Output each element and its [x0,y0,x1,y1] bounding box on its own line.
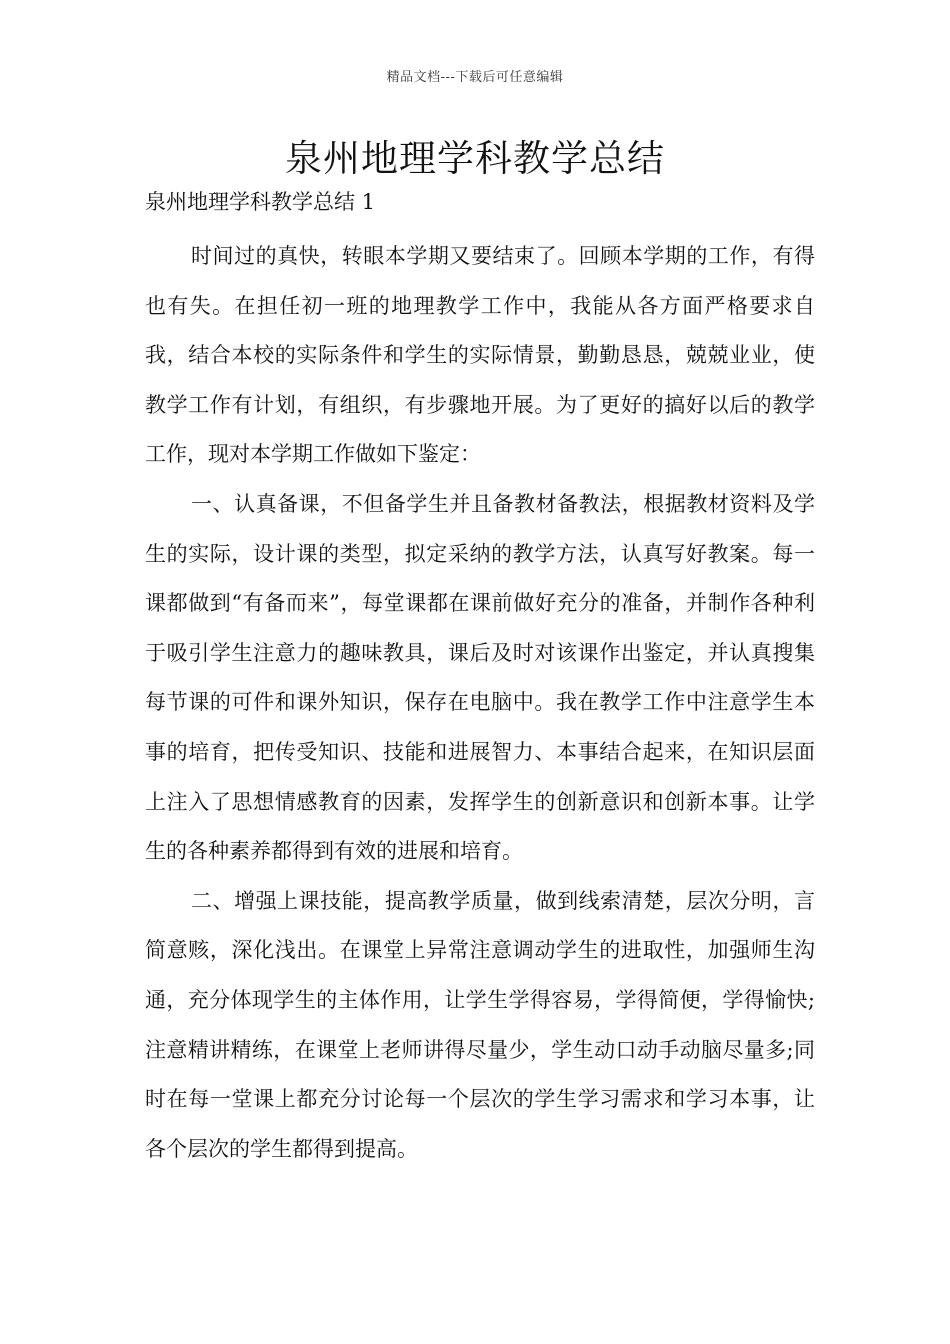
document-title: 泉州地理学科教学总结 [285,137,665,180]
paragraph: 二、增强上课技能，提高教学质量，做到线索清楚，层次分明，言简意赅，深化浅出。在课堂上异常注意调动学生的进取性，加强师生沟通，充分体现学生的主体作用，让学生学得容易，学得简便，学得愉快;注意精讲精练，在课堂上老师讲得尽量少，学生动口动手动脑尽量多;同时在每一堂课上都充分讨论每一个层次的学生学习需求和学习本事，让各个层次的学生都得到提高。 [145,888,815,1161]
document-subtitle: 泉州地理学科教学总结 1 [145,190,376,214]
document-body [145,232,815,1174]
header-note: 精品文档---下载后可任意编辑 [386,70,564,85]
paragraph: 一、认真备课，不但备学生并且备教材备教法，根据教材资料及学生的实际，设计课的类型，拟定采纳的教学方法，认真写好教案。每一课都做到“有备而来”，每堂课都在课前做好充分的准备，并制作各种利于吸引学生注意力的趣味教具，课后及时对该课作出鉴定，并认真搜集每节课的可件和课外知识，保存在电脑中。我在教学工作中注意学生本事的培育，把传受知识、技能和进展智力、本事结合起来，在知识层面上注入了思想情感教育的因素，发挥学生的创新意识和创新本事。让学生的各种素养都得到有效的进展和培育。 [145,491,815,864]
paragraph: 时间过的真快，转眼本学期又要结束了。回顾本学期的工作，有得也有失。在担任初一班的地理教学工作中，我能从各方面严格要求自我，结合本校的实际条件和学生的实际情景，勤勤恳恳，兢兢业业，使教学工作有计划，有组织，有步骤地开展。为了更好的搞好以后的教学工作，现对本学期工作做如下鉴定： [145,244,815,467]
